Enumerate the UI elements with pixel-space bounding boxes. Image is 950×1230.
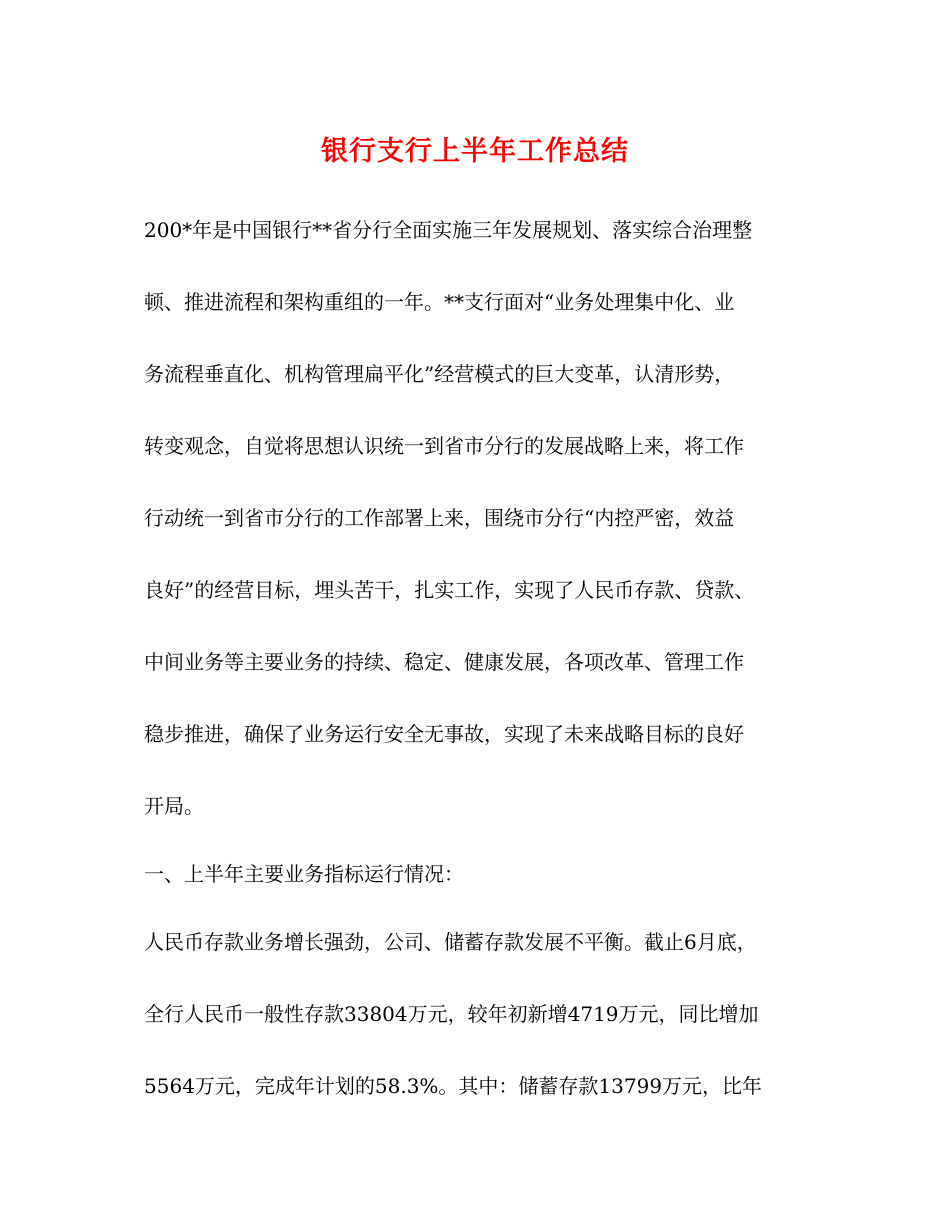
body-line: 顿、推进流程和架构重组的一年。**支行面对“业务处理集中化、业 xyxy=(144,290,735,314)
body-line: 中间业务等主要业务的持续、稳定、健康发展，各项改革、管理工作 xyxy=(144,650,744,674)
body-line: 转变观念，自觉将思想认识统一到省市分行的发展战略上来，将工作 xyxy=(144,434,744,458)
body-line: 良好”的经营目标，埋头苦干，扎实工作，实现了人民币存款、贷款、 xyxy=(144,578,755,602)
body-line: 行动统一到省市分行的工作部署上来，围绕市分行“内控严密，效益 xyxy=(144,506,735,530)
section-heading: 一、上半年主要业务指标运行情况： xyxy=(144,862,464,886)
body-line: 稳步推进，确保了业务运行安全无事故，实现了未来战略目标的良好 xyxy=(144,722,744,746)
body-line: 人民币存款业务增长强劲，公司、储蓄存款发展不平衡。截止6月底， xyxy=(144,930,757,954)
document-title: 银行支行上半年工作总结 xyxy=(321,136,629,167)
body-line: 200*年是中国银行**省分行全面实施三年发展规划、落实综合治理整 xyxy=(144,218,753,242)
body-line: 务流程垂直化、机构管理扁平化”经营模式的巨大变革，认清形势， xyxy=(144,362,735,386)
body-line: 全行人民币一般性存款33804万元，较年初新增4719万元，同比增加 xyxy=(144,1002,759,1026)
body-line: 5564万元，完成年计划的58.3%。其中：储蓄存款13799万元，比年 xyxy=(144,1074,763,1098)
body-line: 开局。 xyxy=(144,794,204,818)
